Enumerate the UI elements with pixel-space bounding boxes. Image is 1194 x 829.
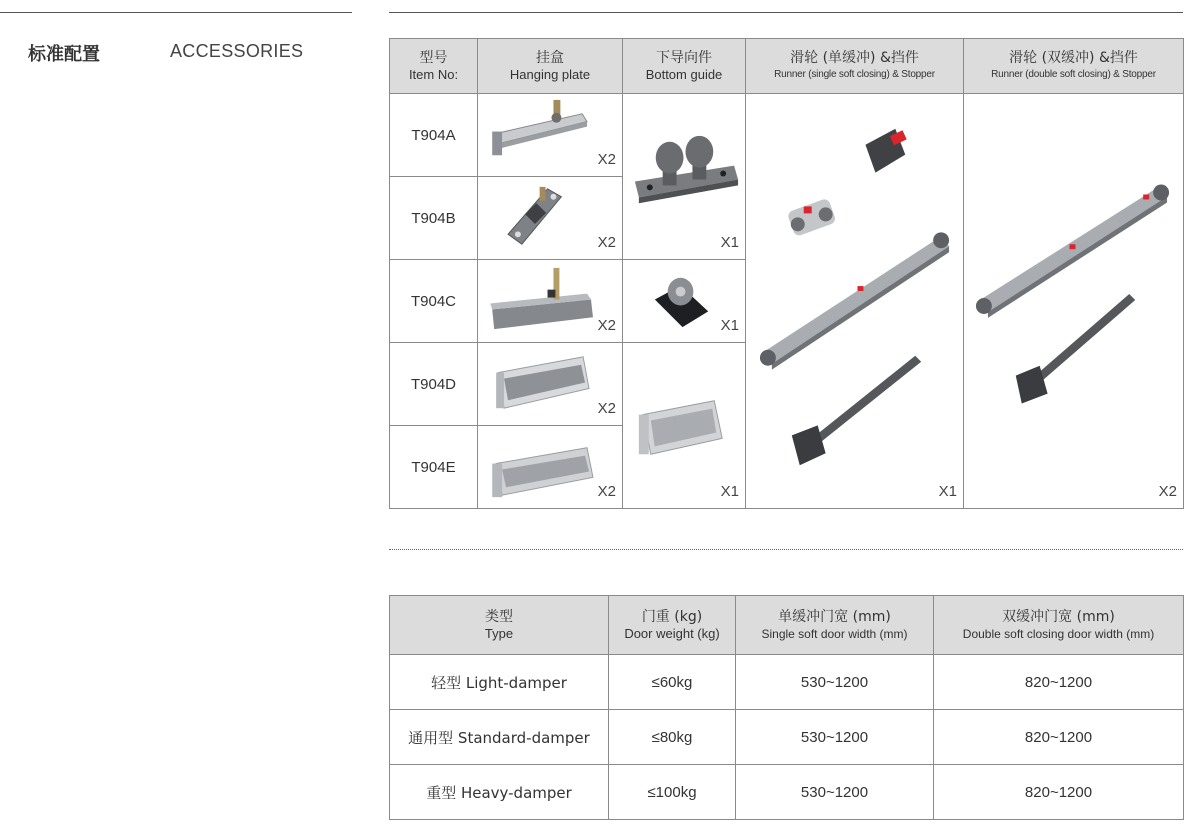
hanging-plate-cell [478, 94, 623, 177]
header-bottom-guide: 下导向件 Bottom guide [623, 39, 746, 94]
qty-label: X1 [938, 483, 957, 500]
weight-cell: ≤80kg [609, 710, 736, 765]
table-row [390, 710, 1184, 765]
bottom-guide-cell [623, 260, 746, 343]
type-cell: 通用型 Standard-damper [390, 710, 609, 765]
qty-label: X2 [597, 400, 616, 417]
double-soft-runner-set-icon [964, 94, 1183, 508]
hanging-plate-cell [478, 426, 623, 509]
hanging-plate-cell [478, 260, 623, 343]
header-type: 类型 Type [390, 596, 609, 655]
qty-label: X2 [597, 234, 616, 251]
qty-label: X1 [720, 234, 739, 251]
bottom-guide-cell [623, 343, 746, 509]
hanging-plate-cell [478, 177, 623, 260]
section-title-cn: 标准配置 [28, 44, 100, 65]
model-cell: T904A [390, 94, 478, 177]
header-door-weight: 门重 (kg) Door weight (kg) [609, 596, 736, 655]
top-rule-left [0, 12, 352, 13]
double-width-cell: 820~1200 [934, 710, 1184, 765]
single-width-cell: 530~1200 [736, 655, 934, 710]
double-width-cell: 820~1200 [934, 655, 1184, 710]
model-cell: T904E [390, 426, 478, 509]
bottom-guide-cell [623, 94, 746, 260]
header-single-width: 单缓冲门宽 (mm) Single soft door width (mm) [736, 596, 934, 655]
single-width-cell: 530~1200 [736, 765, 934, 820]
header-runner-single: 滑轮 (单缓冲) &挡件 Runner (single soft closing) & Stopper [746, 39, 964, 94]
accessories-table [389, 38, 1184, 509]
qty-label: X1 [720, 483, 739, 500]
qty-label: X2 [1158, 483, 1177, 500]
double-width-cell: 820~1200 [934, 765, 1184, 820]
header-runner-double: 滑轮 (双缓冲) &挡件 Runner (double soft closing) & Stopper [964, 39, 1184, 94]
header-hanging-plate: 挂盒 Hanging plate [478, 39, 623, 94]
header-double-width: 双缓冲门宽 (mm) Double soft closing door width (mm) [934, 596, 1184, 655]
model-cell: T904D [390, 343, 478, 426]
qty-label: X2 [597, 483, 616, 500]
weight-cell: ≤60kg [609, 655, 736, 710]
weight-cell: ≤100kg [609, 765, 736, 820]
top-rule-right [389, 12, 1183, 13]
single-soft-runner-set-icon [746, 94, 963, 508]
qty-label: X2 [597, 317, 616, 334]
type-cell: 重型 Heavy-damper [390, 765, 609, 820]
dotted-divider [389, 549, 1183, 550]
hanging-plate-cell [478, 343, 623, 426]
model-cell: T904B [390, 177, 478, 260]
qty-label: X2 [597, 151, 616, 168]
type-cell: 轻型 Light-damper [390, 655, 609, 710]
runner-single-cell [746, 94, 964, 509]
table-row [390, 765, 1184, 820]
qty-label: X1 [720, 317, 739, 334]
model-cell: T904C [390, 260, 478, 343]
spec-table [389, 595, 1184, 820]
table-row [390, 655, 1184, 710]
single-width-cell: 530~1200 [736, 710, 934, 765]
runner-double-cell [964, 94, 1184, 509]
section-title-en: ACCESSORIES [170, 41, 304, 61]
header-item-no: 型号 Item No: [390, 39, 478, 94]
